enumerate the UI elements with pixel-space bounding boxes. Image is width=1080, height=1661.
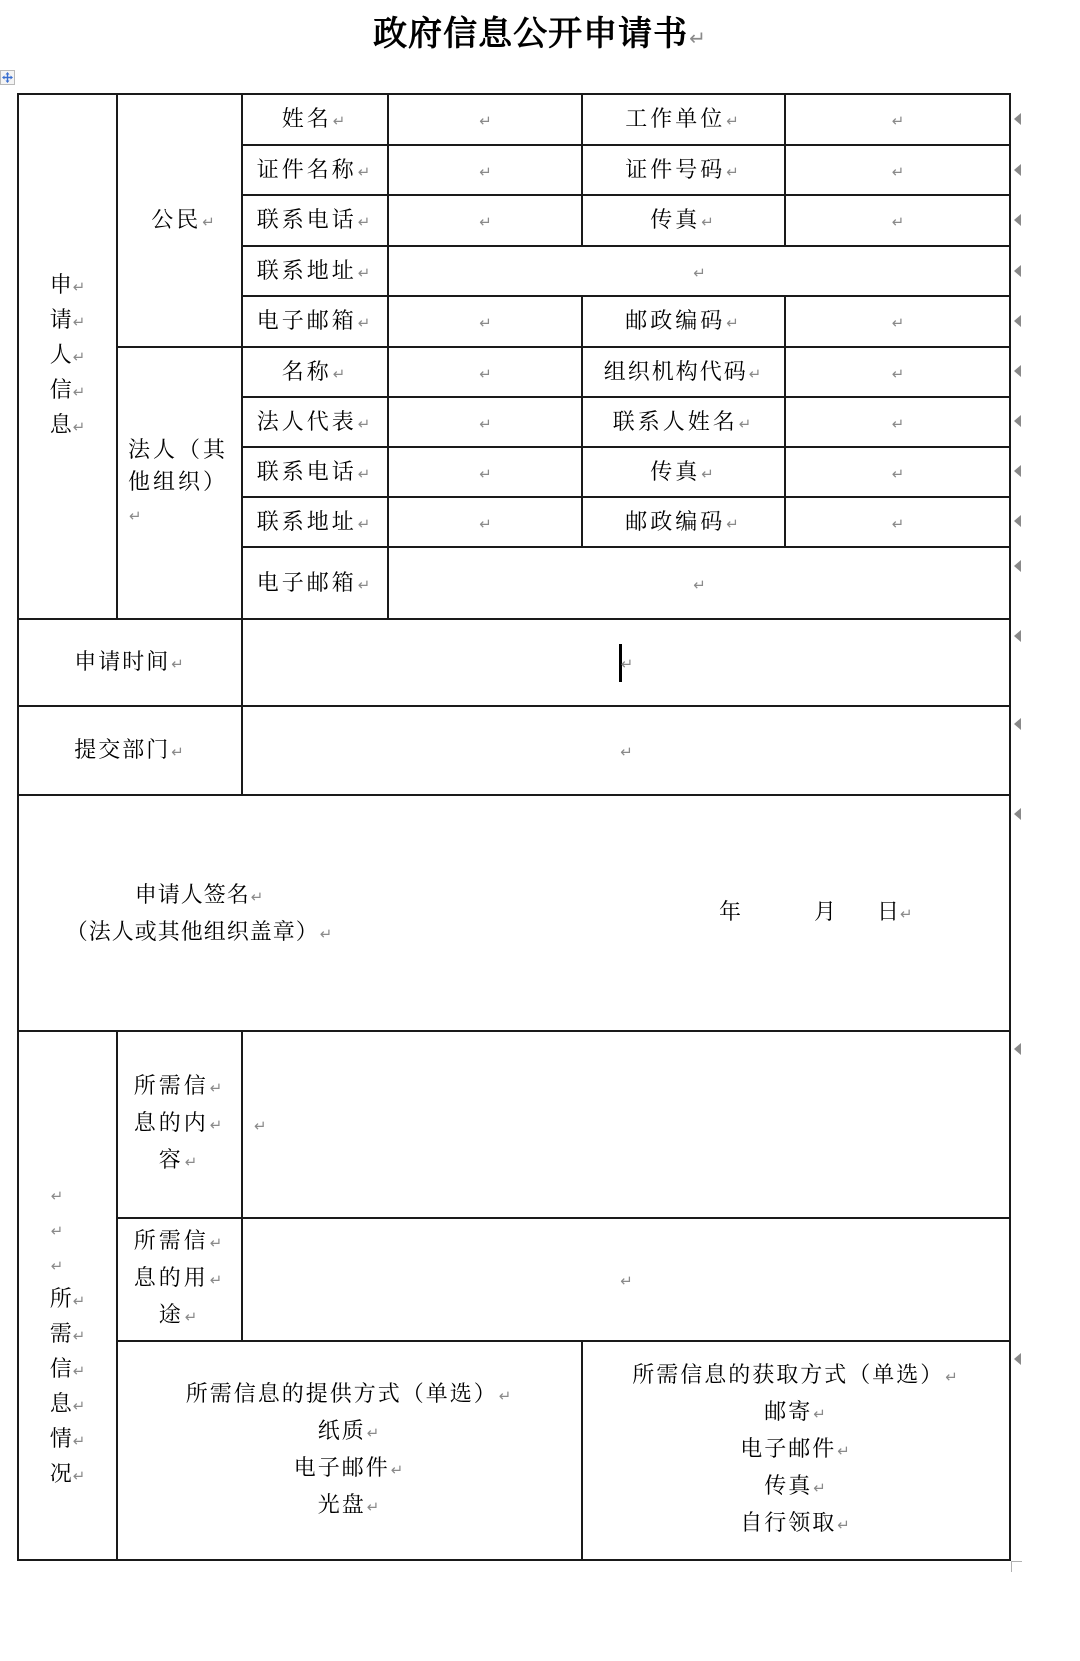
- signature-cell[interactable]: [18, 795, 1010, 1031]
- end-of-row-marker-icon: [1014, 718, 1021, 730]
- table-move-handle[interactable]: [0, 70, 15, 85]
- submit-department-field[interactable]: ↵: [242, 706, 1010, 795]
- provision-option-disc[interactable]: 光盘↵: [317, 1492, 382, 1518]
- signature-label: 申请人签名↵ （法人或其他组织盖章）↵: [65, 883, 333, 945]
- end-of-row-marker-icon: [1014, 265, 1021, 277]
- move-icon: [2, 72, 13, 83]
- citizen-postcode-field[interactable]: ↵: [785, 296, 1010, 347]
- org-address-field[interactable]: ↵: [388, 497, 582, 547]
- citizen-email-field[interactable]: ↵: [388, 296, 582, 347]
- org-name-field[interactable]: ↵: [388, 347, 582, 397]
- required-info-section-label: ↵ ↵ ↵ 所↵ 需↵ 信↵ 息↵ 情↵ 况↵: [18, 1031, 117, 1560]
- table-row: [18, 1031, 1010, 1218]
- org-name-label: 名称↵: [242, 347, 388, 397]
- table-row: [18, 795, 1010, 1031]
- org-email-field[interactable]: ↵: [388, 547, 1010, 619]
- info-content-label: 所需信↵ 息的内↵ 容↵: [117, 1031, 242, 1218]
- end-of-row-marker-icon: [1014, 315, 1021, 327]
- end-of-row-marker-icon: [1014, 1043, 1021, 1055]
- end-of-row-marker-icon: [1014, 214, 1021, 226]
- end-of-row-marker-icon: [1014, 415, 1021, 427]
- org-phone-field[interactable]: ↵: [388, 447, 582, 497]
- org-fax-label: 传真↵: [582, 447, 785, 497]
- citizen-id-number-field[interactable]: ↵: [785, 145, 1010, 195]
- citizen-email-label: 电子邮箱↵: [242, 296, 388, 347]
- table-row: [18, 94, 1010, 145]
- org-email-label: 电子邮箱↵: [242, 547, 388, 619]
- acquisition-option-fax[interactable]: 传真↵: [764, 1474, 828, 1499]
- document-title-text: 政府信息公开申请书: [373, 14, 689, 54]
- table-resize-handle[interactable]: [1011, 1561, 1022, 1572]
- citizen-id-number-label: 证件号码↵: [582, 145, 785, 195]
- info-purpose-label: 所需信↵ 息的用↵ 途↵: [117, 1218, 242, 1341]
- acquisition-option-email[interactable]: 电子邮件↵: [740, 1437, 852, 1462]
- table-row: [18, 347, 1010, 397]
- provision-method-title: 所需信息的提供方式（单选）↵: [185, 1381, 514, 1407]
- paragraph-mark-icon: ↵: [689, 26, 707, 50]
- org-address-label: 联系地址↵: [242, 497, 388, 547]
- signature-date: 年 月 日↵: [718, 900, 913, 925]
- submit-department-label: 提交部门↵: [18, 706, 242, 795]
- end-of-row-marker-icon: [1014, 164, 1021, 176]
- end-of-row-marker-icon: [1014, 113, 1021, 125]
- citizen-id-type-label: 证件名称↵: [242, 145, 388, 195]
- end-of-row-marker-icon: [1014, 560, 1021, 572]
- citizen-address-label: 联系地址↵: [242, 246, 388, 296]
- application-time-label: 申请时间↵: [18, 619, 242, 706]
- table-row: [18, 1218, 1010, 1341]
- citizen-phone-label: 联系电话↵: [242, 195, 388, 246]
- legal-person-group-label: 法人（其他组织）↵: [117, 347, 242, 619]
- citizen-group-label: 公民↵: [117, 94, 242, 347]
- table-row: [18, 706, 1010, 795]
- citizen-postcode-label: 邮政编码↵: [582, 296, 785, 347]
- org-phone-label: 联系电话↵: [242, 447, 388, 497]
- end-of-row-marker-icon: [1014, 515, 1021, 527]
- provision-method-cell: [117, 1341, 582, 1560]
- acquisition-option-pickup[interactable]: 自行领取↵: [740, 1511, 852, 1536]
- application-form-table: [17, 93, 1011, 1561]
- end-of-row-marker-icon: [1014, 808, 1021, 820]
- application-time-field[interactable]: ↵: [242, 619, 1010, 706]
- table-row: [18, 619, 1010, 706]
- citizen-fax-label: 传真↵: [582, 195, 785, 246]
- org-fax-field[interactable]: ↵: [785, 447, 1010, 497]
- citizen-name-label: 姓名↵: [242, 94, 388, 145]
- contact-name-label: 联系人姓名↵: [582, 397, 785, 447]
- org-postcode-field[interactable]: ↵: [785, 497, 1010, 547]
- citizen-employer-label: 工作单位↵: [582, 94, 785, 145]
- org-postcode-label: 邮政编码↵: [582, 497, 785, 547]
- end-of-row-marker-icon: [1014, 630, 1021, 642]
- acquisition-option-mail[interactable]: 邮寄↵: [764, 1400, 828, 1425]
- org-code-field[interactable]: ↵: [785, 347, 1010, 397]
- end-of-row-marker-icon: [1014, 465, 1021, 477]
- citizen-name-field[interactable]: ↵: [388, 94, 582, 145]
- provision-option-email[interactable]: 电子邮件↵: [293, 1455, 406, 1481]
- provision-option-paper[interactable]: 纸质↵: [317, 1418, 382, 1444]
- document-title: [0, 6, 1080, 55]
- citizen-employer-field[interactable]: ↵: [785, 94, 1010, 145]
- legal-rep-label: 法人代表↵: [242, 397, 388, 447]
- table-row: [18, 1341, 1010, 1560]
- info-purpose-field[interactable]: ↵: [242, 1218, 1010, 1341]
- legal-rep-field[interactable]: ↵: [388, 397, 582, 447]
- acquisition-method-cell: [582, 1341, 1010, 1560]
- citizen-fax-field[interactable]: ↵: [785, 195, 1010, 246]
- end-of-row-marker-icon: [1014, 365, 1021, 377]
- contact-name-field[interactable]: ↵: [785, 397, 1010, 447]
- org-code-label: 组织机构代码↵: [582, 347, 785, 397]
- citizen-address-field[interactable]: ↵: [388, 246, 1010, 296]
- end-of-row-marker-icon: [1014, 1353, 1021, 1365]
- citizen-phone-field[interactable]: ↵: [388, 195, 582, 246]
- applicant-info-section-label: 申↵ 请↵ 人↵ 信↵ 息↵: [18, 94, 117, 619]
- acquisition-method-title: 所需信息的获取方式（单选）↵: [632, 1363, 960, 1388]
- citizen-id-type-field[interactable]: ↵: [388, 145, 582, 195]
- info-content-field[interactable]: ↵: [242, 1031, 1010, 1218]
